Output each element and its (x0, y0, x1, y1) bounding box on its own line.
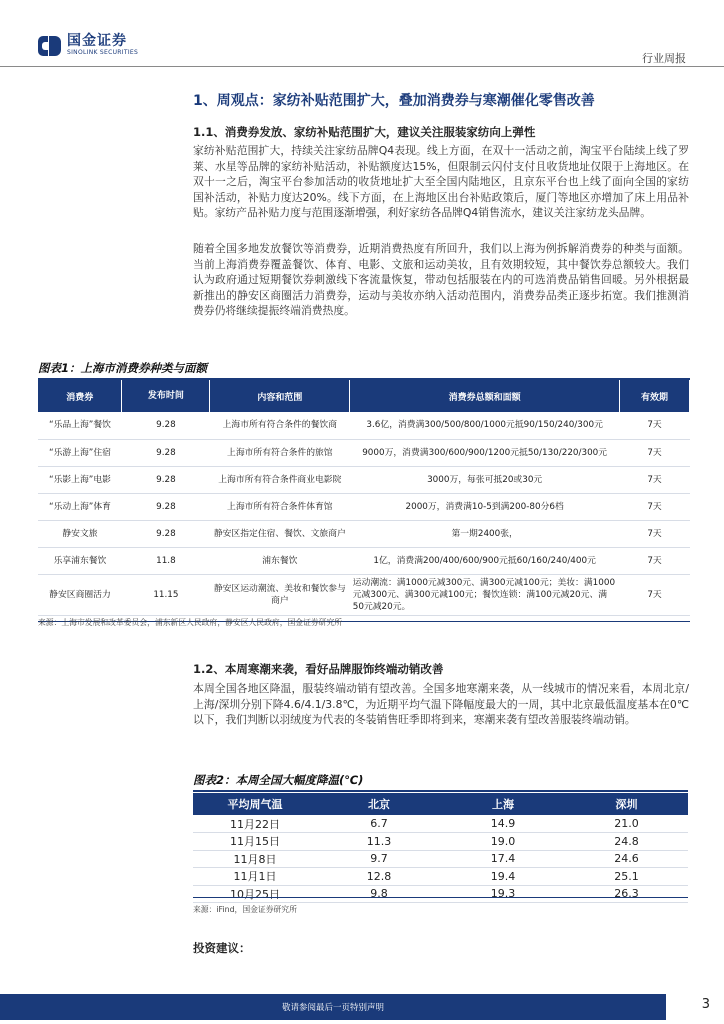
table-cell: 11.15 (122, 574, 210, 615)
footer-disclaimer: 敬请参阅最后一页特别声明 (281, 1003, 384, 1013)
table-row (193, 885, 688, 903)
investment-advice-heading: 投资建议： (193, 941, 251, 955)
figure-2-title: 图表2：本周全国大幅度降温(℃) (193, 773, 364, 787)
table-cell: 19.4 (441, 868, 565, 886)
table-cell: 19.3 (441, 885, 565, 903)
table-cell: 2000万，消费满10-5到满200-80分6档 (350, 493, 620, 520)
figure-1-title: 图表1：上海市消费券种类与面额 (38, 361, 207, 375)
table-2-top-rule (193, 790, 688, 792)
subsection-2-title: 1.2、本周寒潮来袭，看好品牌服饰终端动销改善 (193, 662, 444, 676)
table-cell: 9.28 (122, 412, 210, 439)
table-cell: 7天 (620, 466, 690, 493)
logo-en: SINOLINK SECURITIES (67, 49, 139, 56)
section-title: 1、周观点：家纺补贴范围扩大，叠加消费券与寒潮催化零售改善 (193, 93, 595, 109)
table-2-bottom-rule (193, 897, 688, 898)
col-scope: 内容和范围 (210, 380, 350, 412)
table-cell: 9.28 (122, 466, 210, 493)
table-cell: 1亿，消费满200/400/600/900元抵60/160/240/400元 (350, 547, 620, 574)
table-cell: 7天 (620, 547, 690, 574)
col-amount: 消费券总额和面额 (350, 380, 620, 412)
table-cell: 上海市所有符合条件体育馆 (210, 493, 350, 520)
table-cell: 11.8 (122, 547, 210, 574)
subsection-1-para-1: 家纺补贴范围扩大，持续关注家纺品牌Q4表现。线上方面，在双十一活动之前，淘宝平台陆续上线了罗莱、水星等品牌的家纺补贴活动，补贴额度达15%，但限制云闪付支付且收货地址仅限于上海地区。在双十一之后，淘宝平台参加活动的收货地址扩大至全国内陆地区，且京东平台也上线了面向全国的家纺国补活动，补贴力度达20%。线下方面，在上海地区出台补贴政策后，厦门等地区亦增加了床上用品补贴。家纺产品补贴力度与范围逐渐增强，利好家纺各品牌Q4销售流水，建议关注家纺龙头品牌。 (193, 144, 689, 219)
table-cell: 3.6亿，消费满300/500/800/1000元抵90/150/240/300元 (350, 412, 620, 439)
table-cell: 9.28 (122, 493, 210, 520)
table-cell: “乐游上海”住宿 (38, 439, 122, 466)
table-cell: 静安区商圈活力 (38, 574, 122, 615)
table-row (193, 868, 688, 886)
table-cell: 9000万，消费满300/600/900/1200元抵50/130/220/300元 (350, 439, 620, 466)
logo-icon (38, 36, 62, 56)
table-cell: 浦东餐饮 (210, 547, 350, 574)
table-cell: 7天 (620, 439, 690, 466)
table-cell: 19.0 (441, 833, 565, 851)
table-cell: 26.3 (565, 885, 688, 903)
table-cell: 12.8 (317, 868, 441, 886)
table-cell: 11月1日 (193, 868, 317, 886)
table-row (193, 850, 688, 868)
logo-cn: 国金证券 (67, 33, 127, 49)
table-cell: 7天 (620, 574, 690, 615)
table-row (193, 833, 688, 851)
col-week: 平均周气温 (193, 793, 317, 815)
col-shenzhen: 深圳 (565, 793, 688, 815)
col-beijing: 北京 (317, 793, 441, 815)
table-cell: 9.7 (317, 850, 441, 868)
voucher-table (38, 380, 690, 616)
col-voucher: 消费券 (38, 380, 122, 412)
table-cell: “乐品上海”餐饮 (38, 412, 122, 439)
table-cell: 静安区指定住宿、餐饮、文旅商户 (210, 520, 350, 547)
table-cell: 10月25日 (193, 885, 317, 903)
table-cell: 24.6 (565, 850, 688, 868)
table-cell: 9.8 (317, 885, 441, 903)
table-cell: 21.0 (565, 815, 688, 833)
table-cell: 3000万，每张可抵20或30元 (350, 466, 620, 493)
table-cell: 9.28 (122, 439, 210, 466)
table-cell: 上海市所有符合条件的餐饮商 (210, 412, 350, 439)
subsection-1-para-2: 随着全国多地发放餐饮等消费券，近期消费热度有所回升，我们以上海为例拆解消费券的种类与面额。当前上海消费券覆盖餐饮、体育、电影、文旅和运动美妆，且有效期较短，其中餐饮券总额较大。我们认为政府通过短期餐饮券刺激线下客流量恢复，带动包括服装在内的可选消费品销售回暖。另外根据最新推出的静安区商圈活力消费券，运动与美妆亦纳入活动范围内，消费券品类正逐步拓宽。我们推测消费券仍将继续提振终端消费热度。 (193, 242, 689, 317)
header-divider (0, 66, 724, 67)
col-validity: 有效期 (620, 380, 690, 412)
table-cell: 11月22日 (193, 815, 317, 833)
report-type-label: 行业周报 (642, 52, 686, 65)
subsection-1-title: 1.1、消费券发放、家纺补贴范围扩大，建议关注服装家纺向上弹性 (193, 125, 536, 139)
figure-2-source: 来源：iFind，国金证券研究所 (193, 905, 297, 914)
table-cell: 7天 (620, 520, 690, 547)
page-number: 3 (701, 997, 710, 1012)
table-cell: 上海市所有符合条件的旅馆 (210, 439, 350, 466)
subsection-2-para: 本周全国各地区降温，服装终端动销有望改善。全国多地寒潮来袭，从一线城市的情况来看，本周北京/上海/深圳分别下降4.6/4.1/3.8℃，为近期平均气温下降幅度最大的一周，其中北京最低温度基本在0℃以下，我们判断以羽绒度为代表的冬装销售旺季即将到来，寒潮来袭有望改善服装终端动销。 (193, 682, 689, 726)
table-cell: 24.8 (565, 833, 688, 851)
figure-1-source: 来源：上海市发展和改革委员会，浦东新区人民政府，静安区人民政府，国金证券研究所 (38, 618, 343, 627)
table-row (38, 547, 690, 574)
table-cell: 静安文旅 (38, 520, 122, 547)
col-shanghai: 上海 (441, 793, 565, 815)
table-cell: 9.28 (122, 520, 210, 547)
company-logo (38, 34, 138, 57)
table-cell: 7天 (620, 493, 690, 520)
table-row (38, 466, 690, 493)
table-cell: 乐享浦东餐饮 (38, 547, 122, 574)
table-row (38, 493, 690, 520)
table-cell: 运动潮流：满1000元减300元、满300元减100元；美妆：满1000元减300元、满300元减100元；餐饮连锁：满100元减20元、满50元减20元。 (350, 574, 620, 615)
temperature-table (193, 793, 688, 903)
table-row (38, 412, 690, 439)
table-cell: 25.1 (565, 868, 688, 886)
table-cell: 11月8日 (193, 850, 317, 868)
table-cell: “乐影上海”电影 (38, 466, 122, 493)
table-cell: “乐动上海”体育 (38, 493, 122, 520)
table-cell: 静安区运动潮流、美妆和餐饮参与商户 (210, 574, 350, 615)
table-cell: 17.4 (441, 850, 565, 868)
table-cell: 上海市所有符合条件商业电影院 (210, 466, 350, 493)
table-cell: 第一期2400张， (350, 520, 620, 547)
table-row (38, 574, 690, 615)
table-cell: 6.7 (317, 815, 441, 833)
table-cell: 14.9 (441, 815, 565, 833)
col-date: 发布时间 (122, 380, 210, 412)
table-cell: 7天 (620, 412, 690, 439)
table-cell: 11.3 (317, 833, 441, 851)
table-cell: 11月15日 (193, 833, 317, 851)
table-row (38, 439, 690, 466)
table-row (193, 815, 688, 833)
table-row (38, 520, 690, 547)
